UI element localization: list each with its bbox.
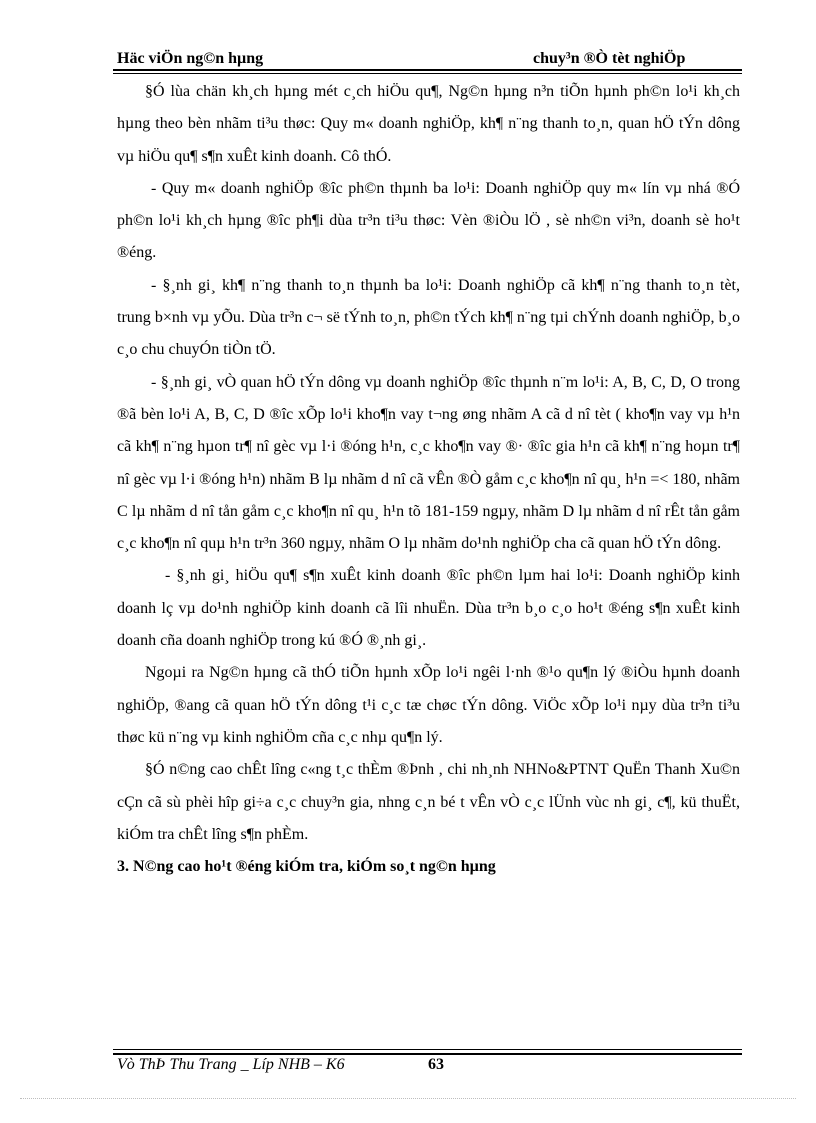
page-number: 63 (428, 1056, 444, 1073)
paragraph-credit-relationship: - §¸nh gi¸ vÒ quan hÖ tÝn dông vµ doanh nghiÖp ®îc thµnh n¨m lo¹i: A, B, C, D, O trong ®ã bèn lo¹i A, B, C, D ®îc xÕp lo¹i kho¶n vay t¬ng øng nhãm A cã d nî tèt ( kho¶n vay vµ h¹n cã kh¶ n¨ng hµon tr¶ nî gèc vµ l·i ®óng h¹n, c¸c kho¶n vay ®· ®îc gia h¹n cã kh¶ n¨ng hoµn tr¶ nî gèc vµ l·i ®óng h¹n) nhãm B lµ nhãm d nî cã vÊn ®Ò gåm c¸c kho¶n nî qu¸ h¹n =< 180, nhãm C lµ nhãm d nî tån gåm c¸c kho¶n nî qu¸ h¹n tõ 181-159 ngµy, nhãm D lµ nhãm d nî rÊt tån gåm c¸c kho¶n nî quµ h¹n tr³n 360 ngµy, nhãm O lµ nhãm do¹nh nghiÖp cha cã quan hÖ tÝn dông. (117, 373, 740, 553)
running-header-left: Häc viÖn ng©n hµng (117, 50, 264, 67)
footer-author: Vò ThÞ Thu Trang _ Líp NHB – K6 (117, 1056, 345, 1073)
footer-rule-thick (113, 1053, 742, 1055)
running-header-right: chuy³n ®Ò tèt nghiÖp (533, 50, 686, 67)
paragraph-business-efficiency: - §¸nh gi¸ hiÖu qu¶ s¶n xuÊt kinh doanh ®îc ph©n lµm hai lo¹i: Doanh nghiÖp kinh doanh lç vµ do¹nh nghiÖp kinh doanh cã lîi nhuËn. Dùa tr³n b¸o c¸o ho¹t ®éng s¶n xuÊt kinh doanh cña doanh nghiÖp trong kú ®Ó ®¸nh gi¸. (117, 567, 740, 650)
paragraph-customer-classification: §Ó lùa chän kh¸ch hµng mét c¸ch hiÖu qu¶, Ng©n hµng n³n tiÕn hµnh ph©n lo¹i kh¸ch hµng theo bèn nhãm ti³u thøc: Quy m« doanh nghiÖp, kh¶ n¨ng thanh to¸n, quan hÖ tÝn dông vµ hiÖu qu¶ s¶n xuÊt kinh doanh. Cô thÓ. (117, 83, 740, 165)
paragraph-appraisal-quality: §Ó n©ng cao chÊt lîng c«ng t¸c thÈm ®Þnh , chi nh¸nh NHNo&PTNT QuËn Thanh Xu©n cÇn cã sù phèi hîp gi÷a c¸c chuy³n gia, nhng c¸n bé t vÊn vÒ c¸c lÜnh vùc nh gi¸ c¶, kü thuËt, kiÓm tra chÊt lîng s¶n phÈm. (117, 761, 740, 843)
paragraph-manager-rating: Ngoµi ra Ng©n hµng cã thÓ tiÕn hµnh xÕp lo¹i ngêi l·nh ®¹o qu¶n lý ®iÒu hµnh doanh nghiÖp, ®ang cã quan hÖ tÝn dông t¹i c¸c tæ chøc tÝn dông. ViÖc xÕp lo¹i nµy dùa tr³n ti³u thøc kü n¨ng vµ kinh nghiÖm cña c¸c nhµ qu¶n lý. (117, 664, 740, 746)
page-bottom-dotted-line (20, 1098, 796, 1099)
section-heading: 3. N©ng cao ho¹t ®éng kiÓm tra, kiÓm so¸t ng©n hµng (117, 858, 496, 876)
document-body (117, 76, 740, 883)
header-rule-thin (113, 73, 742, 74)
footer-rule-thin (113, 1049, 742, 1050)
paragraph-enterprise-scale: - Quy m« doanh nghiÖp ®îc ph©n thµnh ba lo¹i: Doanh nghiÖp quy m« lín vµ nhá ®Ó ph©n lo¹i kh¸ch hµng ®îc ph¶i dùa tr³n ti³u thøc: Vèn ®iÒu lÖ , sè nh©n vi³n, doanh sè ho¹t ®éng. (117, 179, 740, 262)
header-rule-thick (113, 69, 742, 71)
paragraph-solvency: - §¸nh gi¸ kh¶ n¨ng thanh to¸n thµnh ba lo¹i: Doanh nghiÖp cã kh¶ n¨ng thanh to¸n tèt, trung b×nh vµ yÕu. Dùa tr³n c¬ së tÝnh to¸n, ph©n tÝch kh¶ n¨ng tµi chÝnh doanh nghiÖp, b¸o c¸o chu chuyÓn tiÒn tÖ. (117, 276, 740, 359)
